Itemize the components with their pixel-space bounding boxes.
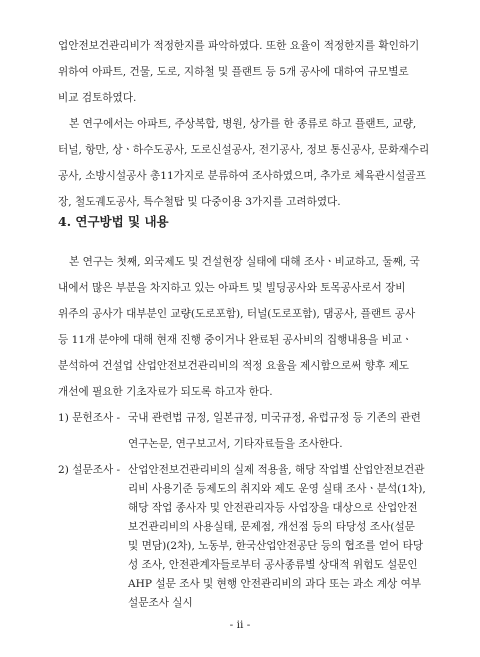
intro-line-5: 터널, 항만, 상ㆍ하수도공사, 도로신설공사, 전기공사, 정보 통신공사, 문화재수리 <box>58 144 430 156</box>
intro-line-2: 위하여 아파트, 건물, 도로, 지하철 및 플랜트 등 5개 공사에 대하여 규모별로 <box>58 66 409 78</box>
intro-line-4: 본 연구에서는 아파트, 주상복합, 병원, 상가를 한 종류로 하고 플랜트, 교량, <box>69 118 417 130</box>
list-item-2-line-2: 리비 사용기준 등제도의 취지와 제도 운영 실태 조사ㆍ분석(1차), <box>128 483 426 495</box>
list-item-1-label: 1) 문헌조사 - <box>58 412 121 424</box>
list-item-2-line-7: AHP 설문 조사 및 현행 안전관리비의 과다 또는 과소 계상 여부 <box>128 578 422 590</box>
section-line-6: 개선에 필요한 기초자료가 되도록 하고자 한다. <box>58 386 273 398</box>
list-item-2-line-1: 산업안전보건관리비의 실제 적용율, 해당 작업별 산업안전보건관 <box>128 464 425 476</box>
page-number: - ii - <box>229 619 251 631</box>
intro-line-6: 공사, 소방시설공사 총11가지로 분류하여 조사하였으며, 추가로 체육관시설골프 <box>58 170 426 182</box>
list-item-2-label: 2) 설문조사 - <box>58 464 121 476</box>
section-line-3: 위주의 공사가 대부분인 교량(도로포함), 터널(도로포함), 댐공사, 플랜트 공사 <box>58 308 416 320</box>
list-item-2-line-6: 성 조사, 안전관계자들로부터 공사종류별 상대적 위험도 설문인 <box>128 559 418 571</box>
section-line-2: 내에서 많은 부분을 차지하고 있는 아파트 및 빌딩공사와 토목공사로서 장비 <box>58 282 406 294</box>
intro-line-3: 비교 검토하였다. <box>58 92 137 104</box>
list-item-2-line-4: 보건관리비의 사용실태, 문제점, 개선점 등의 타당성 조사(설문 <box>128 521 415 533</box>
list-item-1-line-2: 연구논문, 연구보고서, 기타자료들을 조사한다. <box>128 438 343 450</box>
list-item-1-line-1: 국내 관련법 규정, 일본규정, 미국규정, 유럽규정 등 기존의 관련 <box>128 412 421 424</box>
section-line-1: 본 연구는 첫째, 외국제도 및 건설현장 실태에 대해 조사ㆍ비교하고, 둘째, 국 <box>69 256 420 268</box>
intro-line-7: 장, 철도궤도공사, 특수철탑 및 다중이용 3가지를 고려하였다. <box>58 196 341 208</box>
list-item-2-line-5: 및 면담)(2차), 노동부, 한국산업안전공단 등의 협조를 얻어 타당 <box>128 540 424 552</box>
list-item-2-line-8: 설문조사 실시 <box>128 597 193 609</box>
section-heading: 4. 연구방법 및 내용 <box>58 214 169 229</box>
section-line-4: 등 11개 분야에 대해 현재 진행 중이거나 완료된 공사비의 집행내용을 비교ㆍ <box>58 334 413 346</box>
section-line-5: 분석하여 건설업 산업안전보건관리비의 적정 요율을 제시함으로써 향후 제도 <box>58 360 410 372</box>
intro-line-1: 업안전보건관리비가 적정한지를 파악하였다. 또한 요율이 적정한지를 확인하기 <box>58 40 420 52</box>
list-item-2-line-3: 해당 작업 종사자 및 안전관리자등 사업장을 대상으로 산업안전 <box>128 502 418 514</box>
